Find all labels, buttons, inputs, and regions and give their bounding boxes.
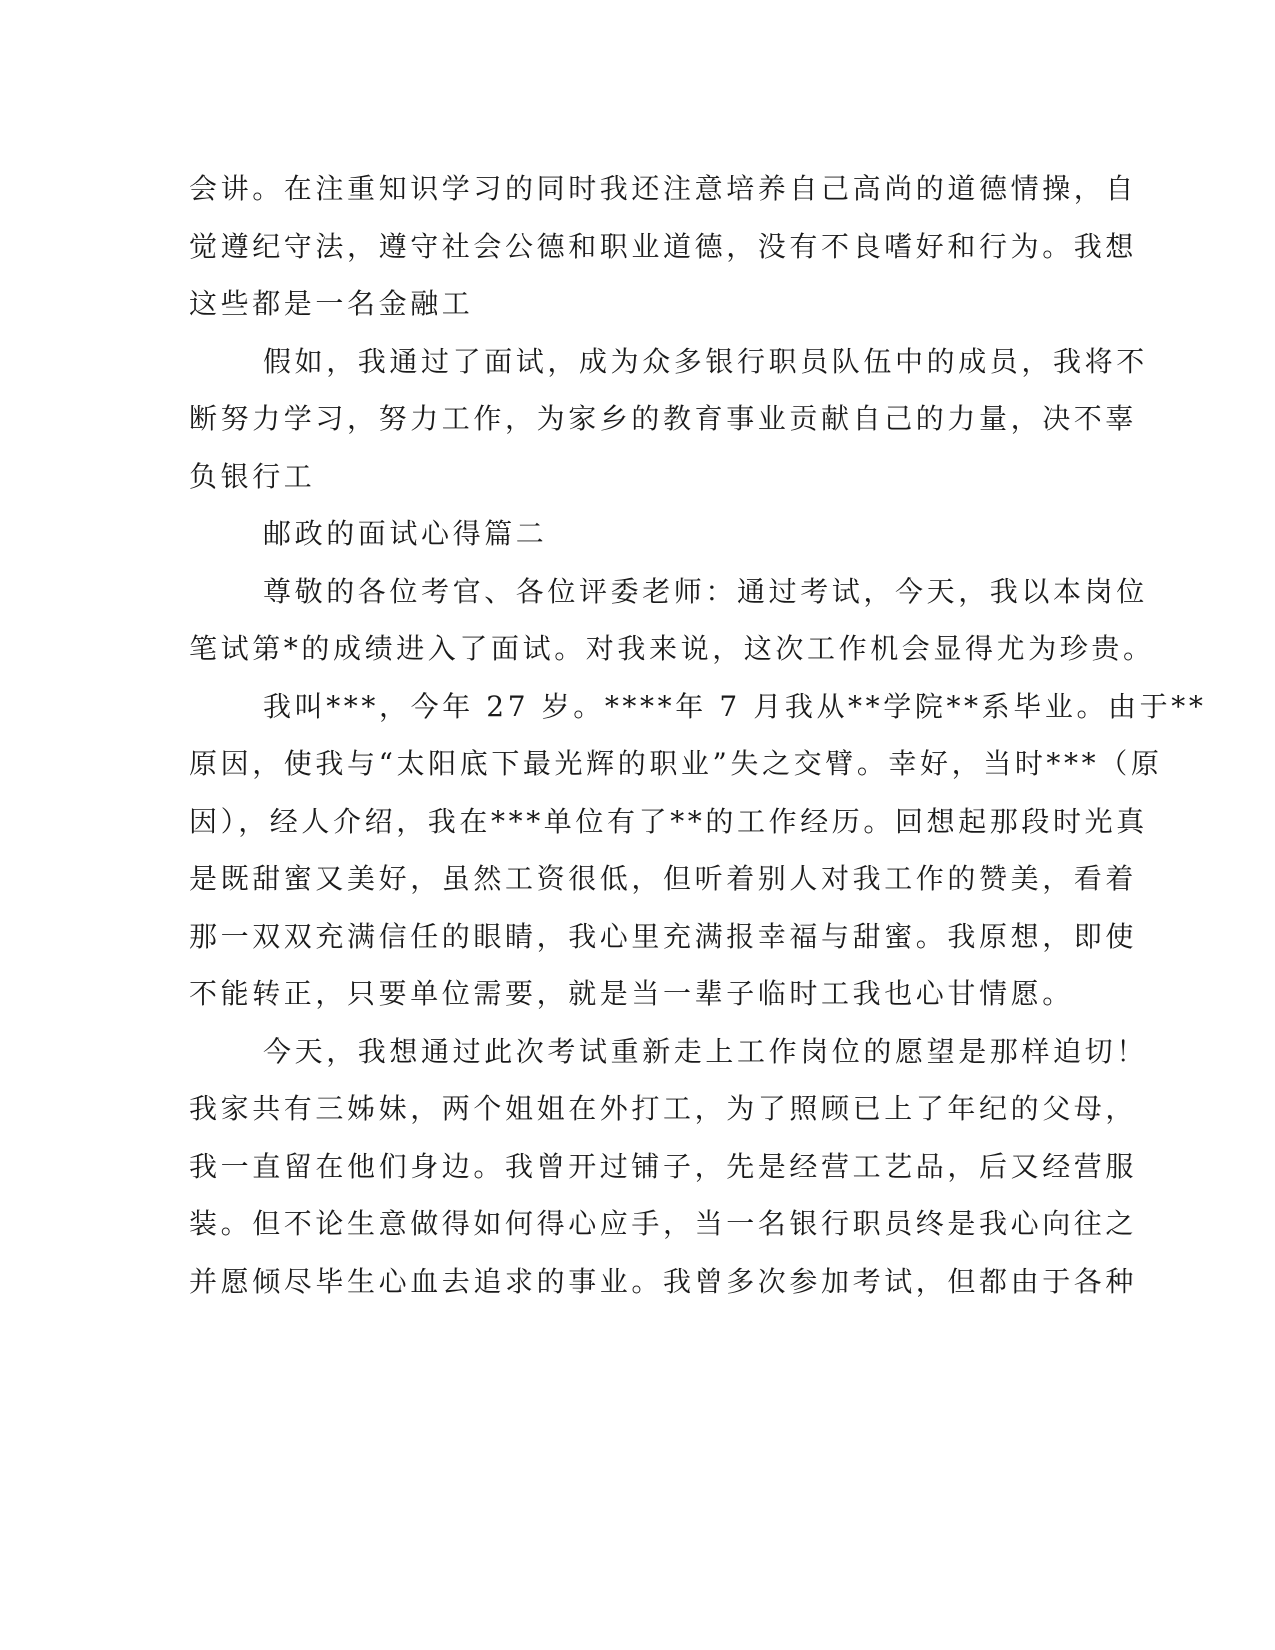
text-line: 那一双双充满信任的眼睛，我心里充满报幸福与甜蜜。我原想，即使 xyxy=(189,919,1138,953)
text-line: 笔试第*的成绩进入了面试。对我来说，这次工作机会显得尤为珍贵。 xyxy=(189,632,1155,665)
paragraph-start-line: 今天，我想通过此次考试重新走上工作岗位的愿望是那样迫切！ xyxy=(263,1034,1148,1068)
text-line: 这些都是一名金融工 xyxy=(189,287,474,320)
text-line: 负银行工 xyxy=(189,459,316,493)
text-line: 觉遵纪守法，遵守社会公德和职业道德，没有不良嗜好和行为。我想 xyxy=(189,229,1138,263)
text-line: 不能转正，只要单位需要，就是当一辈子临时工我也心甘情愿。 xyxy=(189,977,1074,1010)
text-line: 并愿倾尽毕生心血去追求的事业。我曾多次参加考试，但都由于各种 xyxy=(189,1264,1138,1298)
paragraph-start-line: 假如，我通过了面试，成为众多银行职员队伍中的成员，我将不 xyxy=(263,344,1148,378)
paragraph-start-line: 我叫***，今年 27 岁。****年 7 月我从**学院**系毕业。由于** xyxy=(263,689,1207,723)
text-line: 因），经人介绍，我在***单位有了**的工作经历。回想起那段时光真 xyxy=(189,804,1148,838)
document-body xyxy=(189,160,1207,1310)
paragraph-start-line: 尊敬的各位考官、各位评委老师：通过考试，今天，我以本岗位 xyxy=(263,574,1148,608)
text-line: 是既甜蜜又美好，虽然工资很低，但听着别人对我工作的赞美，看着 xyxy=(189,862,1138,895)
text-line: 断努力学习，努力工作，为家乡的教育事业贡献自己的力量，决不辜 xyxy=(189,402,1138,435)
text-line: 原因，使我与“太阳底下最光辉的职业”失之交臂。幸好，当时***（原 xyxy=(189,747,1163,780)
text-line: 装。但不论生意做得如何得心应手，当一名银行职员终是我心向往之 xyxy=(189,1207,1138,1240)
text-line: 我家共有三姊妹，两个姐姐在外打工，为了照顾已上了年纪的父母， xyxy=(189,1092,1138,1125)
section-heading: 邮政的面试心得篇二 xyxy=(263,517,548,550)
text-line: 会讲。在注重知识学习的同时我还注意培养自己高尚的道德情操，自 xyxy=(189,172,1138,205)
text-line: 我一直留在他们身边。我曾开过铺子，先是经营工艺品，后又经营服 xyxy=(189,1149,1138,1183)
